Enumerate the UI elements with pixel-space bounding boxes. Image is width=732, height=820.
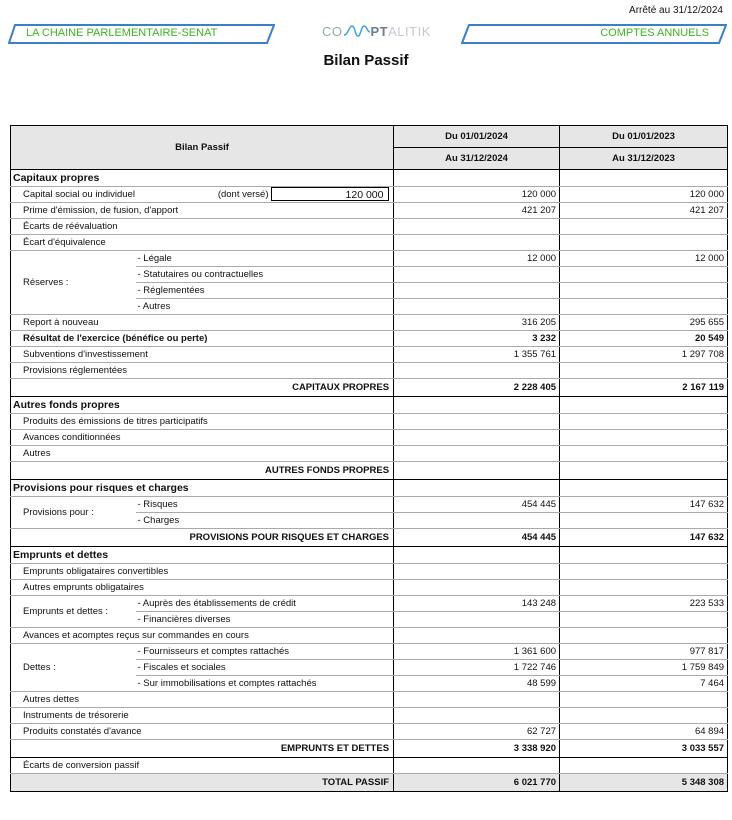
value-2024: 421 207 — [394, 203, 560, 219]
value-2024 — [394, 462, 560, 480]
subtotal-label: AUTRES FONDS PROPRES — [11, 462, 394, 480]
page-title: Bilan Passif — [323, 52, 409, 69]
value-2024: 120 000 — [394, 187, 560, 203]
value-2024: 3 232 — [394, 331, 560, 347]
document-type: COMPTES ANNUELS — [600, 27, 709, 39]
value-2023 — [560, 513, 728, 529]
value-2023 — [560, 692, 728, 708]
table-header-row — [11, 126, 728, 148]
value-2023: 977 817 — [560, 644, 728, 660]
value-2023: 120 000 — [560, 187, 728, 203]
value-2023 — [560, 628, 728, 644]
value-2024 — [394, 708, 560, 724]
header-label: Bilan Passif — [11, 126, 394, 170]
value-2023: 5 348 308 — [560, 774, 728, 792]
grand-total-row — [11, 774, 728, 792]
value-2024: 6 021 770 — [394, 774, 560, 792]
row-label: - Sur immobilisations et comptes rattachés — [136, 676, 394, 692]
value-2024 — [394, 219, 560, 235]
row-label: - Auprès des établissements de crédit — [136, 596, 394, 612]
row-label: Avances et acomptes reçus sur commandes en cours — [11, 628, 394, 644]
row-label: Provisions réglementées — [11, 363, 394, 379]
dettes-group-label: Dettes : — [11, 644, 136, 692]
value-2023: 3 033 557 — [560, 740, 728, 758]
row-label: Instruments de trésorerie — [11, 708, 394, 724]
value-2024 — [394, 628, 560, 644]
value-2024: 1 355 761 — [394, 347, 560, 363]
subtotal-row — [11, 462, 728, 480]
logo-pt: PT — [370, 24, 389, 39]
value-2023 — [560, 612, 728, 628]
value-2023: 64 894 — [560, 724, 728, 740]
logo-co: CO — [322, 24, 343, 39]
value-2024 — [394, 283, 560, 299]
value-2023 — [560, 462, 728, 480]
dont-verse-value: 120 000 — [271, 187, 389, 201]
table-row — [11, 235, 728, 251]
value-2023: 295 655 — [560, 315, 728, 331]
section-header — [11, 480, 728, 497]
value-2023 — [560, 446, 728, 462]
value-2024 — [394, 363, 560, 379]
subtotal-row — [11, 379, 728, 397]
value-2024 — [394, 758, 560, 774]
row-label: - Financières diverses — [136, 612, 394, 628]
row-label: Emprunts obligataires convertibles — [11, 564, 394, 580]
provisions-group-label: Provisions pour : — [11, 497, 136, 529]
value-2023: 223 533 — [560, 596, 728, 612]
row-label: - Risques — [136, 497, 394, 513]
value-2023: 20 549 — [560, 331, 728, 347]
value-2023 — [560, 235, 728, 251]
table-row — [11, 347, 728, 363]
row-label: Autres emprunts obligataires — [11, 580, 394, 596]
subtotal-label: EMPRUNTS ET DETTES — [11, 740, 394, 758]
section-title: Emprunts et dettes — [11, 547, 394, 564]
row-label: Écart d'équivalence — [11, 235, 394, 251]
value-2024: 454 445 — [394, 497, 560, 513]
capital-label: Capital social ou individuel — [23, 189, 135, 200]
closing-date: Arrêté au 31/12/2024 — [629, 5, 723, 16]
value-2023: 421 207 — [560, 203, 728, 219]
value-2024: 316 205 — [394, 315, 560, 331]
row-label: - Réglementées — [136, 283, 394, 299]
row-label: Écarts de conversion passif — [11, 758, 394, 774]
table-row — [11, 580, 728, 596]
value-2023 — [560, 430, 728, 446]
value-2024 — [394, 612, 560, 628]
bilan-passif-table — [10, 125, 728, 792]
table-row — [11, 596, 728, 612]
value-2023 — [560, 414, 728, 430]
table-row — [11, 219, 728, 235]
value-2024 — [394, 267, 560, 283]
logo-alitik: ALITIK — [388, 24, 431, 39]
value-2023: 2 167 119 — [560, 379, 728, 397]
wave-logo-icon — [343, 24, 371, 38]
value-2024: 62 727 — [394, 724, 560, 740]
row-label: Prime d'émission, de fusion, d'apport — [11, 203, 394, 219]
value-2024: 143 248 — [394, 596, 560, 612]
table-row — [11, 251, 728, 267]
value-2024 — [394, 299, 560, 315]
dont-verse-label: (dont versé) — [217, 189, 269, 200]
value-2023 — [560, 363, 728, 379]
company-name: LA CHAINE PARLEMENTAIRE-SENAT — [26, 27, 218, 39]
row-label: - Charges — [136, 513, 394, 529]
value-2023 — [560, 564, 728, 580]
period-1-from: Du 01/01/2024 — [394, 126, 560, 148]
value-2024: 1 722 746 — [394, 660, 560, 676]
value-2023: 1 759 849 — [560, 660, 728, 676]
table-row — [11, 724, 728, 740]
table-row — [11, 430, 728, 446]
value-2024 — [394, 414, 560, 430]
value-2023 — [560, 299, 728, 315]
table-row — [11, 414, 728, 430]
reserves-label: Réserves : — [11, 251, 136, 315]
value-2024: 2 228 405 — [394, 379, 560, 397]
document-type-banner — [461, 24, 727, 44]
value-2023: 7 464 — [560, 676, 728, 692]
value-2023 — [560, 580, 728, 596]
section-header — [11, 397, 728, 414]
value-2024 — [394, 513, 560, 529]
row-label: - Fournisseurs et comptes rattachés — [136, 644, 394, 660]
value-2023 — [560, 708, 728, 724]
section-header — [11, 170, 728, 187]
value-2023: 147 632 — [560, 529, 728, 547]
period-2-from: Du 01/01/2023 — [560, 126, 728, 148]
value-2024: 48 599 — [394, 676, 560, 692]
table-row — [11, 497, 728, 513]
value-2023: 12 000 — [560, 251, 728, 267]
value-2023 — [560, 283, 728, 299]
subtotal-label: PROVISIONS POUR RISQUES ET CHARGES — [11, 529, 394, 547]
row-label: Report à nouveau — [11, 315, 394, 331]
table-row — [11, 692, 728, 708]
subtotal-row — [11, 529, 728, 547]
table-row — [11, 644, 728, 660]
row-label: - Statutaires ou contractuelles — [136, 267, 394, 283]
value-2023: 1 297 708 — [560, 347, 728, 363]
table-row — [11, 446, 728, 462]
row-label: Produits constatés d'avance — [11, 724, 394, 740]
value-2024 — [394, 430, 560, 446]
company-banner — [8, 24, 275, 44]
period-2-to: Au 31/12/2023 — [560, 148, 728, 170]
section-header — [11, 547, 728, 564]
table-row — [11, 758, 728, 774]
value-2024: 1 361 600 — [394, 644, 560, 660]
table-row — [11, 564, 728, 580]
value-2023 — [560, 267, 728, 283]
value-2023: 147 632 — [560, 497, 728, 513]
value-2024 — [394, 692, 560, 708]
row-label: - Fiscales et sociales — [136, 660, 394, 676]
table-row — [11, 628, 728, 644]
row-label: Autres dettes — [11, 692, 394, 708]
value-2024 — [394, 235, 560, 251]
value-2023 — [560, 219, 728, 235]
row-label: Subventions d'investissement — [11, 347, 394, 363]
value-2024: 12 000 — [394, 251, 560, 267]
value-2024 — [394, 446, 560, 462]
value-2024: 454 445 — [394, 529, 560, 547]
subtotal-row — [11, 740, 728, 758]
subtotal-label: CAPITAUX PROPRES — [11, 379, 394, 397]
value-2024: 3 338 920 — [394, 740, 560, 758]
section-title: Capitaux propres — [11, 170, 394, 187]
value-2024 — [394, 580, 560, 596]
row-label: Avances conditionnées — [11, 430, 394, 446]
table-row — [11, 315, 728, 331]
value-2023 — [560, 758, 728, 774]
row-label: - Légale — [136, 251, 394, 267]
comptalitik-logo — [322, 24, 431, 39]
row-label: Écarts de réévaluation — [11, 219, 394, 235]
row-label — [11, 187, 271, 203]
value-2024 — [394, 564, 560, 580]
emprunts-group-label: Emprunts et dettes : — [11, 596, 136, 628]
row-label: - Autres — [136, 299, 394, 315]
period-1-to: Au 31/12/2024 — [394, 148, 560, 170]
dont-verse-cell — [271, 187, 394, 203]
section-title: Provisions pour risques et charges — [11, 480, 394, 497]
table-row — [11, 203, 728, 219]
row-label: Produits des émissions de titres participatifs — [11, 414, 394, 430]
table-row — [11, 708, 728, 724]
table-row — [11, 363, 728, 379]
table-row — [11, 331, 728, 347]
row-label: Résultat de l'exercice (bénéfice ou perte) — [11, 331, 394, 347]
section-title: Autres fonds propres — [11, 397, 394, 414]
row-label: Autres — [11, 446, 394, 462]
table-row — [11, 187, 728, 203]
grand-total-label: TOTAL PASSIF — [11, 774, 394, 792]
